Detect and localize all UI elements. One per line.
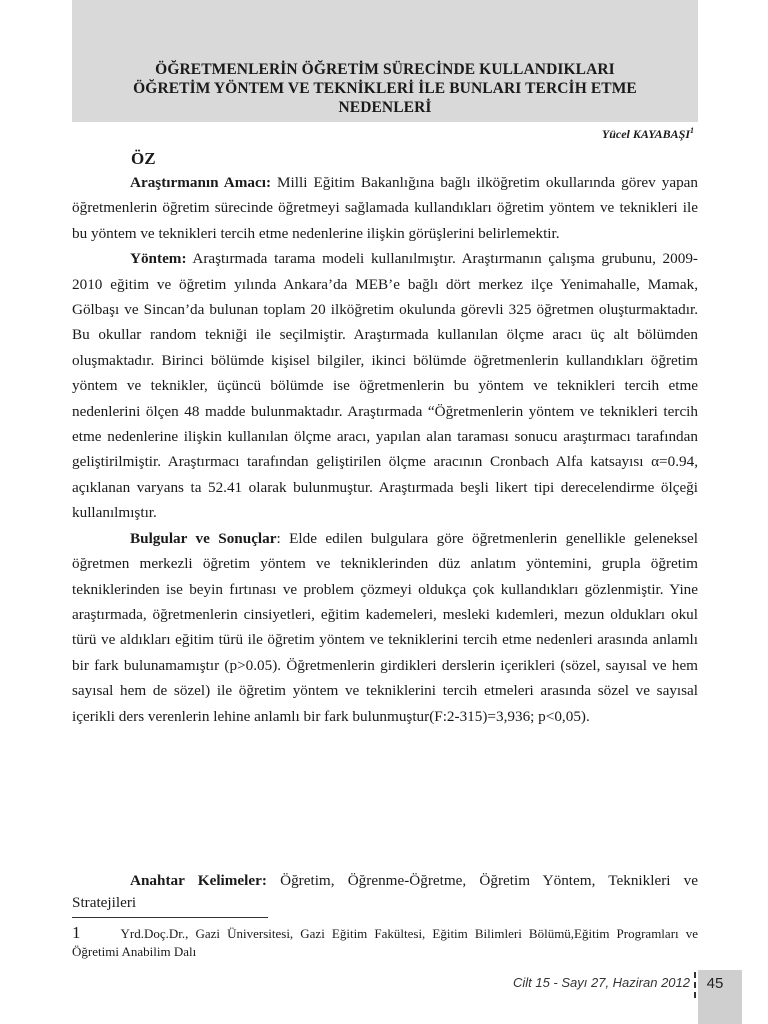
results-label: Bulgular ve Sonuçlar xyxy=(130,529,277,547)
footnote-divider xyxy=(72,917,268,918)
results-paragraph xyxy=(72,526,698,729)
method-label: Yöntem: xyxy=(130,250,187,268)
purpose-text: Milli Eğitim Bakanlığına bağlı ilköğretim okullarında görev yapan öğretmenlerin öğretim sürecinde öğretmeyi sağlamada kullandıkları öğretim yöntem ve teknikleri ile bu yöntem ve teknikleri tercih etme nedenlerine ilişkin görüşlerini belirlemektir. xyxy=(72,174,698,242)
keywords xyxy=(72,870,698,914)
footnote-text: Yrd.Doç.Dr., Gazi Üniversitesi, Gazi Eğitim Fakültesi, Eğitim Bilimleri Bölümü,Eğitim Programları ve Öğretimi Anabilim Dalı xyxy=(72,926,698,959)
results-text: : Elde edilen bulgulara göre öğretmenlerin genellikle geleneksel öğretmen merkezli öğretim yöntem ve tekniklerinden düz anlatım yöntemini, grupla öğretim tekniklerinden ise beyin fırtınası ve problem çözmeyi oldukça çok kullandıkları gözlenmiştir. Yine araştırmada, öğretmenlerin cinsiyetleri, eğitim kademeleri, mesleki kıdemleri, mezun oldukları okul türü ve aldıkları eğitim türü ile öğretim yöntem ve tekniklerini tercih etme nedenleri arasında anlamlı bir fark bulunamamıştır (p>0.05). Öğretmenlerin girdikleri derslerin içerikleri (sözel, sayısal ve hem sayısal hem de sözel) ile öğretim yöntem ve tekniklerini tercih etmeleri arasında sözel ve sayısal içerikli ders verenlerin lehine anlamlı bir fark bulunmuştur(F:2-315)=3,936; p<0,05). xyxy=(72,529,698,725)
footnote-number: 1 xyxy=(72,923,81,942)
purpose-paragraph xyxy=(72,170,698,246)
title-line-2: ÖĞRETİM YÖNTEM VE TEKNİKLERİ İLE BUNLARI TERCİH ETME xyxy=(133,80,637,97)
author-footnote-marker: 1 xyxy=(690,126,694,135)
title-line-1: ÖĞRETMENLERİN ÖĞRETİM SÜRECİNDE KULLANDIKLARI xyxy=(155,61,615,78)
keywords-label: Anahtar Kelimeler: xyxy=(130,872,267,889)
footnote xyxy=(72,924,698,961)
abstract-body xyxy=(72,170,698,729)
keywords-text: Öğretim, Öğrenme-Öğretme, Öğretim Yöntem, Teknikleri ve Stratejileri xyxy=(72,872,699,911)
method-text: Araştırmada tarama modeli kullanılmıştır. Araştırmanın çalışma grubunu, 2009-2010 eğitim ve öğretim yılında Ankara’da MEB’e bağlı dört merkez ilçe Yenimahalle, Mamak, Gölbaşı ve Sincan’da bulunan toplam 20 ilköğretim okulunda görevli 325 öğretmen oluşturmaktadır. Bu okullar random tekniği ile seçilmiştir. Araştırmada kullanılan ölçme aracı üç alt bölümden oluşmaktadır. Birinci bölümde kişisel bilgiler, ikinci bölümde öğretmenlerin kullandıkları öğretim yöntem ve teknikler, üçüncü bölümde ise öğretmenlerin bu yöntem ve teknikleri tercih etme nedenlerini ölçen 48 madde bulunmaktadır. Araştırmada “Öğretmenlerin yöntem ve teknikleri tercih etme nedenlerine ilişkin kullanılan ölçme aracı, yapılan alan taraması sonucu araştırmacı tarafından geliştirilmiştir. Araştırmacı tarafından geliştirilen ölçme aracının Cronbach Alfa katsayısı α=0.94, açıklanan varyans ta 52.41 olarak bulunmuştur. Araştırmada beşli likert tipi derecelendirme ölçeği kullanılmıştır. xyxy=(72,250,698,522)
footer-citation: Cilt 15 - Sayı 27, Haziran 2012 xyxy=(512,975,690,990)
article-title xyxy=(72,60,698,117)
purpose-label: Araştırmanın Amacı: xyxy=(130,174,272,191)
page-number: 45 xyxy=(706,975,724,992)
method-paragraph xyxy=(72,246,698,525)
author-name: Yücel KAYABAŞI xyxy=(601,127,690,141)
title-line-3: NEDENLERİ xyxy=(338,99,432,116)
abstract-heading: ÖZ xyxy=(131,149,156,168)
footer-dashed-divider xyxy=(694,972,696,998)
author xyxy=(602,126,694,142)
